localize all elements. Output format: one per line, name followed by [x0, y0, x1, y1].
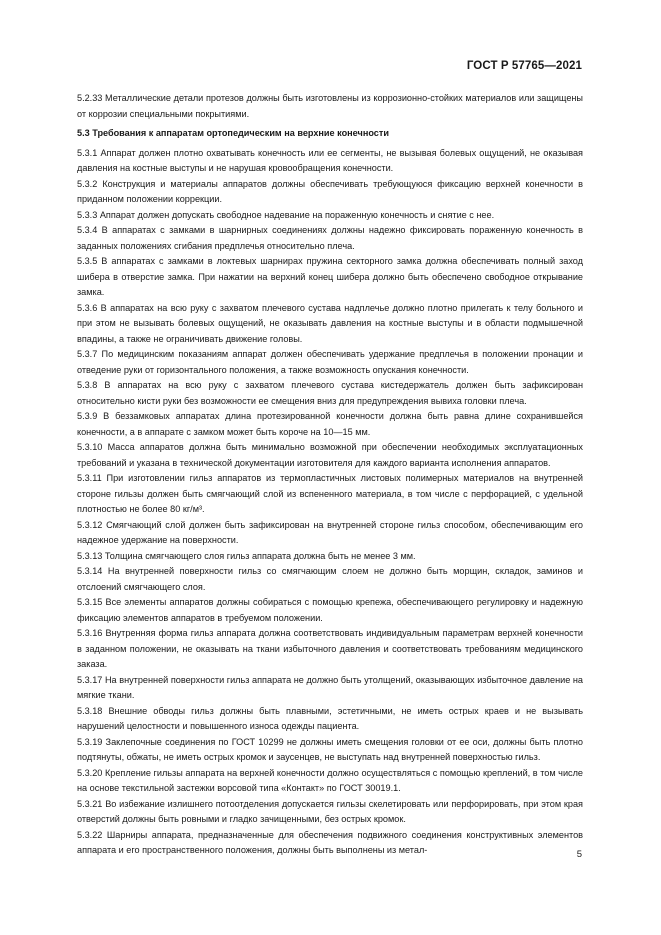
clause-5-3-14: 5.3.14 На внутренней поверхности гильз со смягчающим слоем не должно быть морщин, складок, заминов и отслоений смягчающего слоя. [77, 566, 583, 592]
page-number: 5 [576, 849, 582, 860]
clause-5-3-3: 5.3.3 Аппарат должен допускать свободное надевание на пораженную конечность и снятие с нее. [77, 209, 495, 220]
clause-5-3-20: 5.3.20 Крепление гильзы аппарата на верхней конечности должно осуществляться с помощью креплений, в том числе на основе текстильной застежки ворсовой типа «Контакт» по ГОСТ 30019.1. [77, 767, 583, 793]
section-heading: 5.3 Требования к аппаратам ортопедическим на верхние конечности [77, 128, 389, 138]
clause-5-3-2: 5.3.2 Конструкция и материалы аппаратов должны обеспечивать требующуюся фиксацию верхней конечности в приданном положении коррекции. [77, 178, 583, 204]
clause-5-3-10: 5.3.10 Масса аппаратов должна быть минимально возможной при обеспечении необходимых эксплуатационных требований и указана в технической документации изготовителя для каждого варианта исполнения аппаратов. [77, 442, 583, 468]
clause-5-3-15: 5.3.15 Все элементы аппаратов должны собираться с помощью крепежа, обеспечивающего регулировку и надежную фиксацию элементов аппаратов в требуемом положении. [77, 597, 583, 623]
clause-5-2-33: 5.2.33 Металлические детали протезов должны быть изготовлены из коррозионно-стойких материалов или защищены от коррозии специальными покрытиями. [77, 93, 583, 119]
clause-5-3-22: 5.3.22 Шарниры аппарата, предназначенные для обеспечения подвижного соединения конструктивных элементов аппарата и его пространственного положения, должны быть выполнены из метал- [77, 829, 583, 855]
document-body [77, 91, 583, 859]
clause-5-3-13: 5.3.13 Толщина смягчающего слоя гильз аппарата должна быть не менее 3 мм. [77, 550, 416, 561]
clause-5-3-18: 5.3.18 Внешние обводы гильз должны быть плавными, эстетичными, не иметь острых краев и не вызывать нарушений целостности и повышенного износа одежды пациента. [77, 705, 583, 731]
clause-5-3-4: 5.3.4 В аппаратах с замками в шарнирных соединениях должны надежно фиксировать пораженную конечность в заданных положениях сгибания предплечья относительно плеча. [77, 225, 583, 251]
clause-5-3-19: 5.3.19 Заклепочные соединения по ГОСТ 10299 не должны иметь смещения головки от ее оси, должны быть плотно подтянуты, обжаты, не иметь острых кромок и заусенцев, не выступать над внутренней поверхностью гильз. [77, 736, 583, 762]
document-code: ГОСТ Р 57765—2021 [466, 60, 582, 72]
clause-5-3-17: 5.3.17 На внутренней поверхности гильз аппарата не должно быть утолщений, оказывающих избыточное давление на мягкие ткани. [77, 674, 583, 700]
clause-5-3-5: 5.3.5 В аппаратах с замками в локтевых шарнирах пружина секторного замка должна обеспечивать полный заход шибера в отверстие замка. При нажатии на верхний конец шибера должно быть обеспечено свободное открывание замка. [77, 256, 583, 297]
clause-5-3-12: 5.3.12 Смягчающий слой должен быть зафиксирован на внутренней стороне гильз способом, обеспечивающим его надежное удержание на поверхности. [77, 519, 583, 545]
clause-5-3-6: 5.3.6 В аппаратах на всю руку с захватом плечевого сустава надплечье должно плотно прилегать к телу больного и при этом не вызывать болевых ощущений, не оказывать давления на костные выступы и в области подмышечной впадины, а также не ограничивать движение головы. [77, 302, 583, 344]
clause-5-3-8: 5.3.8 В аппаратах на всю руку с захватом плечевого сустава кистедержатель должен быть зафиксирован относительно кисти руки без возможности ее смещения вниз для предупреждения вывиха головки плеча. [77, 380, 583, 406]
clause-5-3-9: 5.3.9 В беззамковых аппаратах длина протезированной конечности должна быть равна длине сохранившейся конечности, а в аппарате с замком может быть короче на 10—15 мм. [77, 411, 583, 437]
clause-5-3-21: 5.3.21 Во избежание излишнего потоотделения допускается гильзы скелетировать или перфорировать, при этом края отверстий должны быть ровными и гладко зачищенными, без острых кромок. [77, 798, 583, 824]
clause-5-3-11: 5.3.11 При изготовлении гильз аппаратов из термопластичных листовых полимерных материалов на внутренней стороне гильзы должен быть смягчающий слой из вспененного материала, в том числе с перфорацией, с удельной плотностью не более 80 кг/м³. [77, 473, 583, 514]
clause-5-3-1: 5.3.1 Аппарат должен плотно охватывать конечность или ее сегменты, не вызывая болевых ощущений, не оказывая давления на костные выступы и не нарушая кровообращения конечности. [77, 147, 583, 173]
clause-5-3-16: 5.3.16 Внутренняя форма гильз аппарата должна соответствовать индивидуальным параметрам верхней конечности в заданном положении, не оказывать на ткани избыточного давления и соответствовать требованиям медицинского заказа. [77, 628, 583, 669]
clause-5-3-7: 5.3.7 По медицинским показаниям аппарат должен обеспечивать удержание предплечья в положении пронации и отведение руки от горизонтального положения, а также возможность опускания конечности. [77, 349, 583, 375]
